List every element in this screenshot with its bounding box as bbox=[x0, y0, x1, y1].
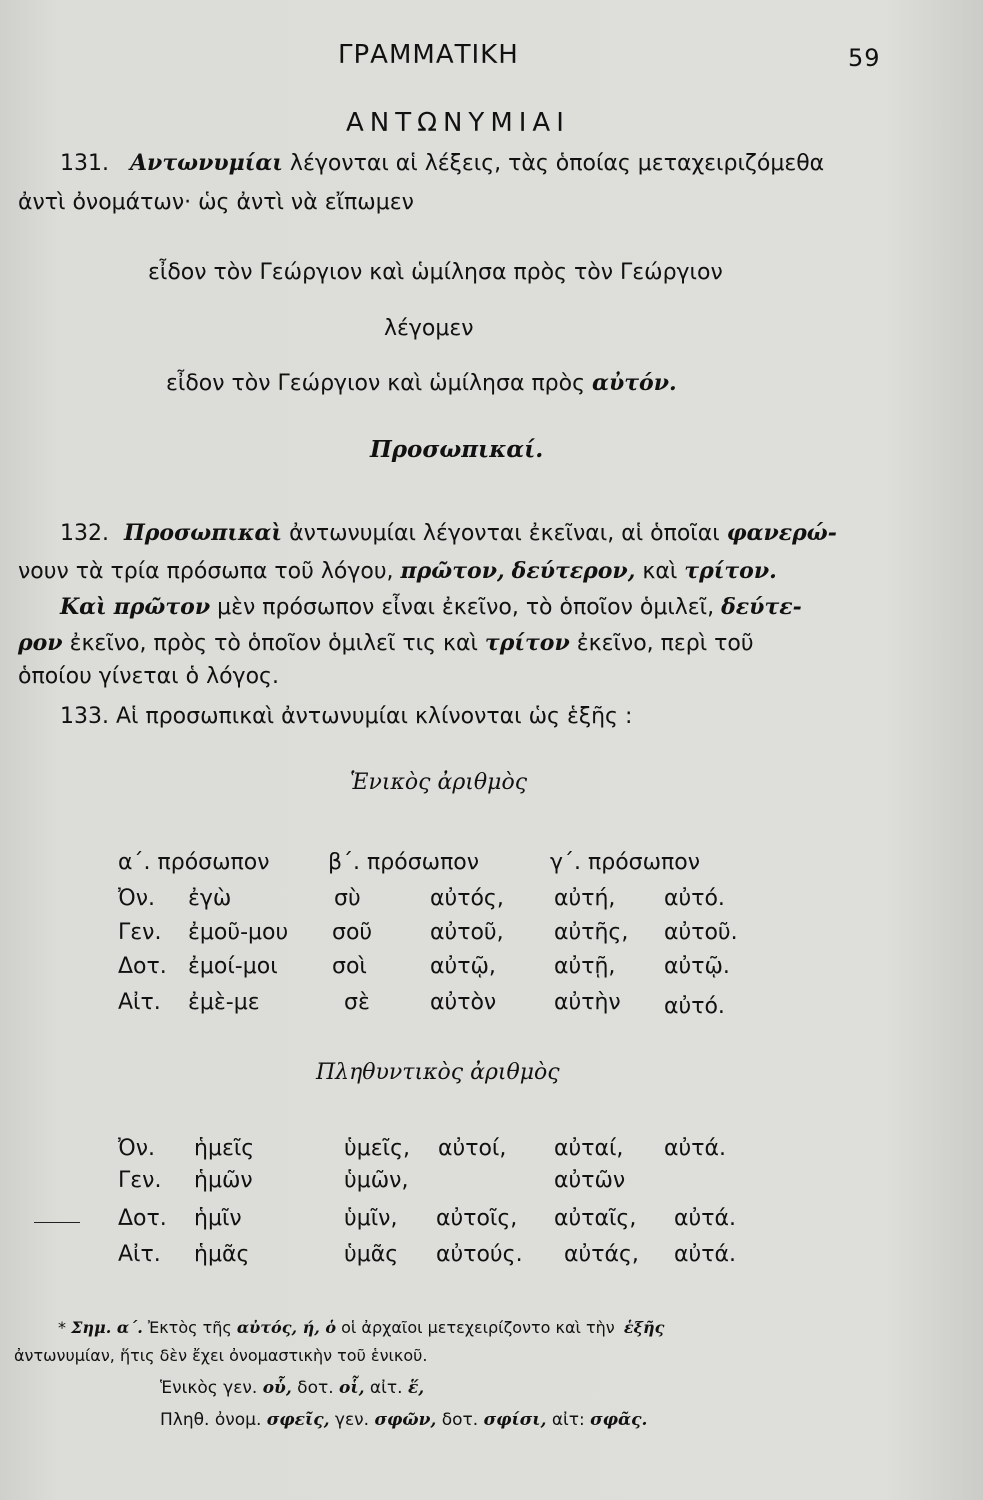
footnote-text: αἰτ. bbox=[369, 1378, 403, 1398]
case-label: Γεν. bbox=[118, 920, 162, 945]
form-third-masc: αὐτὸν bbox=[430, 990, 497, 1015]
case-label: Αἰτ. bbox=[118, 990, 161, 1015]
form-third-neut: αὐτό. bbox=[664, 886, 725, 911]
example-text: εἶδον τὸν Γεώργιον καὶ ὡμίλησα πρὸς bbox=[166, 371, 586, 396]
footnote-text: Πληθ. ὀνομ. bbox=[160, 1410, 262, 1430]
case-label: Ὀν. bbox=[118, 886, 155, 911]
footnote-text: γεν. bbox=[334, 1410, 370, 1430]
term-bold: δεύτερον, bbox=[511, 558, 636, 584]
paragraph-text: ἀντωνυμίαι λέγονται ἐκεῖναι, αἱ ὁποῖαι bbox=[289, 521, 720, 546]
paragraph-132-line-3 bbox=[60, 594, 802, 620]
form-second-person: ὑμεῖς, bbox=[344, 1136, 410, 1161]
footnote-bold: σφῶν, bbox=[374, 1410, 437, 1430]
footnote-line-4 bbox=[160, 1410, 647, 1430]
paragraph-number: 133. bbox=[60, 704, 109, 729]
footnote-bold: σφᾶς. bbox=[590, 1410, 648, 1430]
margin-dash bbox=[34, 1222, 80, 1223]
footnote-label: Σημ. α΄. bbox=[71, 1318, 143, 1337]
form-second-person: ὑμᾶς bbox=[344, 1242, 399, 1267]
paragraph-number: 131. bbox=[60, 151, 109, 176]
paragraph-132-line-5: ὁποίου γίνεται ὁ λόγος. bbox=[18, 664, 279, 689]
form-third-fem: αὐταί, bbox=[554, 1136, 624, 1161]
term-bold: τρίτον bbox=[484, 630, 570, 656]
case-label: Δοτ. bbox=[118, 954, 167, 979]
form-first-person: ἐμοί-μοι bbox=[188, 954, 278, 979]
form-third-neut: αὐτά. bbox=[664, 1136, 726, 1161]
form-third-fem: αὐτὴν bbox=[554, 990, 621, 1015]
footnote-text: δοτ. bbox=[297, 1378, 334, 1398]
subheading-personal: Προσωπικαί. bbox=[370, 436, 544, 463]
footnote-line-2: ἀντωνυμίαν, ἥτις δὲν ἔχει ὀνομαστικὴν τοῦ ἑνικοῦ. bbox=[14, 1346, 428, 1365]
term-bold: πρῶτον bbox=[113, 594, 211, 620]
paragraph-text: μὲν πρόσωπον εἶναι ἐκεῖνο, τὸ ὁποῖον ὁμιλεῖ, bbox=[217, 595, 715, 620]
example-line-1: εἶδον τὸν Γεώργιον καὶ ὡμίλησα πρὸς τὸν Γεώργιον bbox=[148, 260, 723, 285]
footnote-text: Ἑνικὸς γεν. bbox=[160, 1378, 258, 1398]
paragraph-text: ἐκεῖνο, περὶ τοῦ bbox=[576, 631, 754, 656]
footnote-bold: σφίσι, bbox=[483, 1410, 547, 1430]
term-bold: Προσωπικαὶ bbox=[123, 520, 283, 546]
form-third-fem: αὐτῆς, bbox=[554, 920, 629, 945]
form-second-person: ὑμῶν, bbox=[344, 1168, 409, 1193]
footnote-bold: οἷ, bbox=[339, 1378, 365, 1398]
form-second-person: σὺ bbox=[334, 886, 361, 911]
footnote-text: Ἐκτὸς τῆς bbox=[147, 1318, 232, 1337]
case-label: Δοτ. bbox=[118, 1206, 167, 1231]
paragraph-132-line-4 bbox=[18, 630, 754, 656]
form-third-fem: αὐτή, bbox=[554, 886, 616, 911]
form-third-fem: αὐτάς, bbox=[564, 1242, 639, 1267]
page-number: 59 bbox=[848, 44, 881, 72]
form-first-person: ἡμῖν bbox=[194, 1206, 242, 1231]
term-bold: ρον bbox=[18, 630, 63, 656]
form-first-person: ἐγὼ bbox=[188, 886, 232, 911]
example-line-3 bbox=[166, 370, 677, 396]
form-first-person: ἡμᾶς bbox=[194, 1242, 250, 1267]
form-first-person: ἡμεῖς bbox=[194, 1136, 255, 1161]
form-third-fem: αὐταῖς, bbox=[554, 1206, 637, 1231]
paragraph-132-line-2 bbox=[18, 558, 777, 584]
footnote-text: δοτ. bbox=[441, 1410, 479, 1430]
paragraph-number: 132. bbox=[60, 521, 109, 546]
footnote-star: * bbox=[58, 1318, 66, 1337]
form-third-masc: αὐτός, bbox=[430, 886, 504, 911]
form-third-all-genders: αὐτῶν bbox=[554, 1168, 626, 1193]
footnote-bold: ἑξῆς bbox=[623, 1318, 665, 1337]
form-second-person: σοὶ bbox=[332, 954, 367, 979]
form-third-neut: αὐτῷ. bbox=[664, 954, 730, 979]
footnote-bold: οὗ, bbox=[262, 1378, 292, 1398]
footnote-bold: σφεῖς, bbox=[266, 1410, 330, 1430]
plural-heading: Πληθυντικὸς ἀριθμὸς bbox=[316, 1060, 560, 1085]
section-title: ΑΝΤΩΝΥΜΙΑΙ bbox=[346, 108, 570, 138]
paragraph-132-line-1 bbox=[60, 520, 837, 546]
form-first-person: ἐμοῦ-μου bbox=[188, 920, 289, 945]
footnote-bold: ἕ, bbox=[407, 1378, 425, 1398]
footnote-line-3 bbox=[160, 1378, 424, 1398]
example-line-2: λέγομεν bbox=[384, 316, 474, 341]
paragraph-text: Αἱ προσωπικαὶ ἀντωνυμίαι κλίνονται ὡς ἑξῆς : bbox=[115, 704, 633, 729]
form-first-person: ἐμὲ-με bbox=[188, 990, 260, 1015]
paragraph-133 bbox=[60, 704, 632, 729]
paragraph-text: νουν τὰ τρία πρόσωπα τοῦ λόγου, bbox=[18, 559, 394, 584]
form-third-masc: αὐτούς. bbox=[436, 1242, 523, 1267]
form-third-masc: αὐτοῖς, bbox=[436, 1206, 518, 1231]
footnote-text: οἱ ἀρχαῖοι μετεχειρίζοντο καὶ τὴν bbox=[341, 1318, 615, 1337]
form-third-neut: αὐτά. bbox=[674, 1206, 736, 1231]
footnote-line-1 bbox=[58, 1318, 664, 1337]
form-second-person: σοῦ bbox=[332, 920, 373, 945]
paragraph-text: ἐκεῖνο, πρὸς τὸ ὁποῖον ὁμιλεῖ τις καὶ bbox=[69, 631, 478, 656]
term-bold: τρίτον. bbox=[684, 558, 777, 584]
paragraph-text: καὶ bbox=[642, 559, 678, 584]
term-bold: πρῶτον, bbox=[400, 558, 505, 584]
form-third-masc: αὐτοῦ, bbox=[430, 920, 504, 945]
column-head-third-person: γ΄. πρόσωπον bbox=[550, 850, 701, 875]
form-third-masc: αὐτοί, bbox=[438, 1136, 507, 1161]
form-third-neut: αὐτό. bbox=[664, 994, 725, 1019]
form-first-person: ἡμῶν bbox=[194, 1168, 253, 1193]
case-label: Αἰτ. bbox=[118, 1242, 161, 1267]
case-label: Γεν. bbox=[118, 1168, 162, 1193]
paragraph-131-line-1 bbox=[60, 150, 824, 176]
term-bold: Καὶ bbox=[60, 594, 107, 620]
form-third-masc: αὐτῷ, bbox=[430, 954, 496, 979]
paragraph-text: λέγονται αἱ λέξεις, τὰς ὁποίας μεταχειριζόμεθα bbox=[289, 151, 825, 176]
running-head-title: ΓΡΑΜΜΑΤΙΚΗ bbox=[338, 40, 519, 70]
column-head-first-person: α΄. πρόσωπον bbox=[118, 850, 270, 875]
form-third-neut: αὐτά. bbox=[674, 1242, 736, 1267]
form-second-person: ὑμῖν, bbox=[344, 1206, 398, 1231]
footnote-bold: αὐτός, ή, ὁ bbox=[236, 1318, 337, 1337]
singular-heading: Ἑνικὸς ἀριθμὸς bbox=[350, 770, 528, 795]
form-second-person: σὲ bbox=[344, 990, 370, 1015]
example-bold: αὐτόν. bbox=[592, 370, 677, 396]
term-bold: δεύτε- bbox=[721, 594, 802, 620]
column-head-second-person: β΄. πρόσωπον bbox=[328, 850, 480, 875]
term-bold: φανερώ- bbox=[726, 520, 837, 546]
term-bold: Αντωνυμίαι bbox=[129, 150, 283, 176]
footnote-text: αἰτ: bbox=[551, 1410, 585, 1430]
case-label: Ὀν. bbox=[118, 1136, 155, 1161]
paragraph-131-line-2: ἀντὶ ὀνομάτων· ὡς ἀντὶ νὰ εἴπωμεν bbox=[18, 190, 414, 215]
form-third-neut: αὐτοῦ. bbox=[664, 920, 738, 945]
form-third-fem: αὐτῇ, bbox=[554, 954, 616, 979]
